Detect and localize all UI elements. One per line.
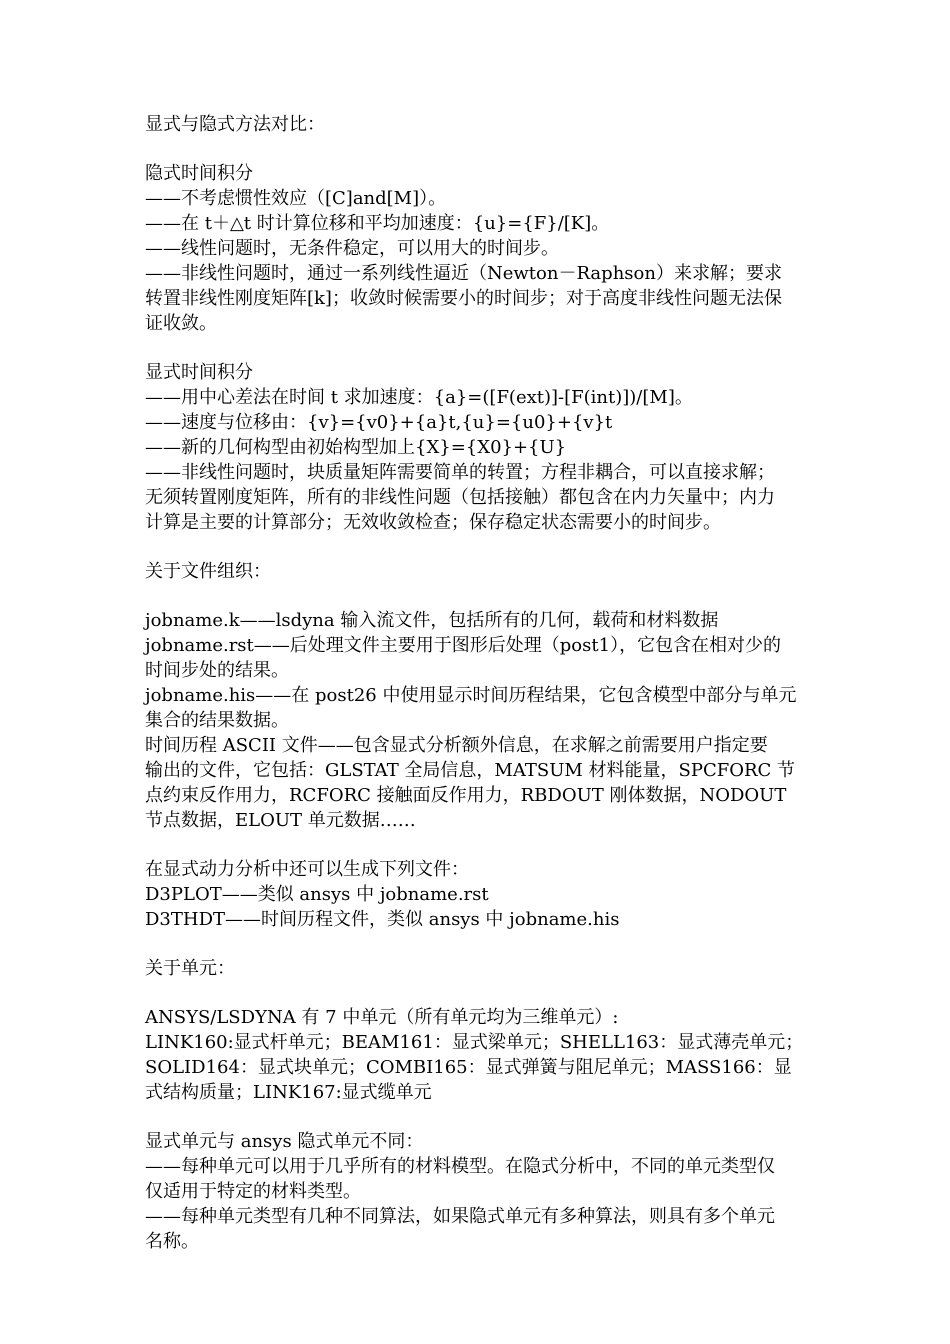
elements-line: SOLID164：显式块单元；COMBI165：显式弹簧与阻尼单元；MASS166：显 <box>145 1057 792 1078</box>
files-line: 时间步处的结果。 <box>145 660 289 681</box>
explicit-files-line: D3PLOT——类似 ansys 中 jobname.rst <box>145 884 489 905</box>
elements-line: LINK160:显式杆单元；BEAM161：显式梁单元；SHELL163：显式薄壳单元； <box>145 1032 804 1053</box>
elements-heading <box>145 956 813 981</box>
implicit-title: 隐式时间积分 <box>145 163 253 184</box>
explicit-line: 无须转置刚度矩阵，所有的非线性问题（包括接触）都包含在内力矢量中；内力 <box>145 487 775 508</box>
files-line: jobname.rst——后处理文件主要用于图形后处理（post1），它包含在相对少的 <box>145 635 782 656</box>
heading-line: 显式与隐式方法对比： <box>145 114 325 135</box>
implicit-line: ——在 t＋△t 时计算位移和平均加速度：{u}={F}/[K]。 <box>145 213 610 234</box>
elements-heading-line: 关于单元： <box>145 958 235 979</box>
differences-line: 显式单元与 ansys 隐式单元不同： <box>145 1131 424 1152</box>
files-line: 节点数据，ELOUT 单元数据…… <box>145 810 416 831</box>
paragraph-gap <box>145 981 813 1005</box>
paragraph-gap <box>145 535 813 559</box>
paragraph-gap <box>145 833 813 857</box>
explicit-line: ——新的几何构型由初始构型加上{X}={X0}+{U} <box>145 437 567 458</box>
explicit-line: ——非线性问题时，块质量矩阵需要简单的转置；方程非耦合，可以直接求解； <box>145 462 775 483</box>
implicit-line: 转置非线性刚度矩阵[k]；收敛时候需要小的时间步；对于高度非线性问题无法保 <box>145 288 782 309</box>
paragraph-gap <box>145 1105 813 1129</box>
explicit-title: 显式时间积分 <box>145 362 253 383</box>
files-heading-line: 关于文件组织： <box>145 561 271 582</box>
files-line: jobname.k——lsdyna 输入流文件，包括所有的几何，载荷和材料数据 <box>145 610 719 631</box>
files-line: 输出的文件，它包括：GLSTAT 全局信息，MATSUM 材料能量，SPCFORC 节 <box>145 760 796 781</box>
files-line: jobname.his——在 post26 中使用显示时间历程结果，它包含模型中部分与单元 <box>145 685 797 706</box>
files-line: 集合的结果数据。 <box>145 710 289 731</box>
elements-line: 式结构质量；LINK167:显式缆单元 <box>145 1082 432 1103</box>
files-section <box>145 608 813 833</box>
implicit-line: ——不考虑惯性效应（[C]and[M]）。 <box>145 188 447 209</box>
explicit-line: ——速度与位移由：{v}={v0}+{a}t,{u}={u0}+{v}t <box>145 412 613 433</box>
implicit-section <box>145 161 813 336</box>
explicit-line: 计算是主要的计算部分；无效收敛检查；保存稳定状态需要小的时间步。 <box>145 512 721 533</box>
explicit-files-section <box>145 857 813 932</box>
explicit-section <box>145 360 813 535</box>
differences-line: ——每种单元可以用于几乎所有的材料模型。在隐式分析中，不同的单元类型仅 <box>145 1156 775 1177</box>
document-page <box>145 112 813 1254</box>
explicit-line: ——用中心差法在时间 t 求加速度：{a}=([F(ext)]-[F(int)])/[M]。 <box>145 387 693 408</box>
paragraph-gap <box>145 137 813 161</box>
elements-line: ANSYS/LSDYNA 有 7 中单元（所有单元均为三维单元）: <box>145 1007 619 1028</box>
implicit-line: 证收敛。 <box>145 313 217 334</box>
paragraph-gap <box>145 584 813 608</box>
explicit-files-line: D3THDT——时间历程文件，类似 ansys 中 jobname.his <box>145 909 620 930</box>
differences-line: 名称。 <box>145 1231 199 1252</box>
files-heading <box>145 559 813 584</box>
document-heading <box>145 112 813 137</box>
explicit-files-line: 在显式动力分析中还可以生成下列文件： <box>145 859 469 880</box>
implicit-line: ——线性问题时，无条件稳定，可以用大的时间步。 <box>145 238 559 259</box>
elements-section <box>145 1005 813 1105</box>
paragraph-gap <box>145 336 813 360</box>
differences-line: 仅适用于特定的材料类型。 <box>145 1181 361 1202</box>
differences-line: ——每种单元类型有几种不同算法，如果隐式单元有多种算法，则具有多个单元 <box>145 1206 775 1227</box>
files-line: 时间历程 ASCII 文件——包含显式分析额外信息，在求解之前需要用户指定要 <box>145 735 768 756</box>
files-line: 点约束反作用力，RCFORC 接触面反作用力，RBDOUT 刚体数据，NODOUT <box>145 785 787 806</box>
differences-section <box>145 1129 813 1254</box>
paragraph-gap <box>145 932 813 956</box>
implicit-line: ——非线性问题时，通过一系列线性逼近（Newton－Raphson）来求解；要求 <box>145 263 782 284</box>
